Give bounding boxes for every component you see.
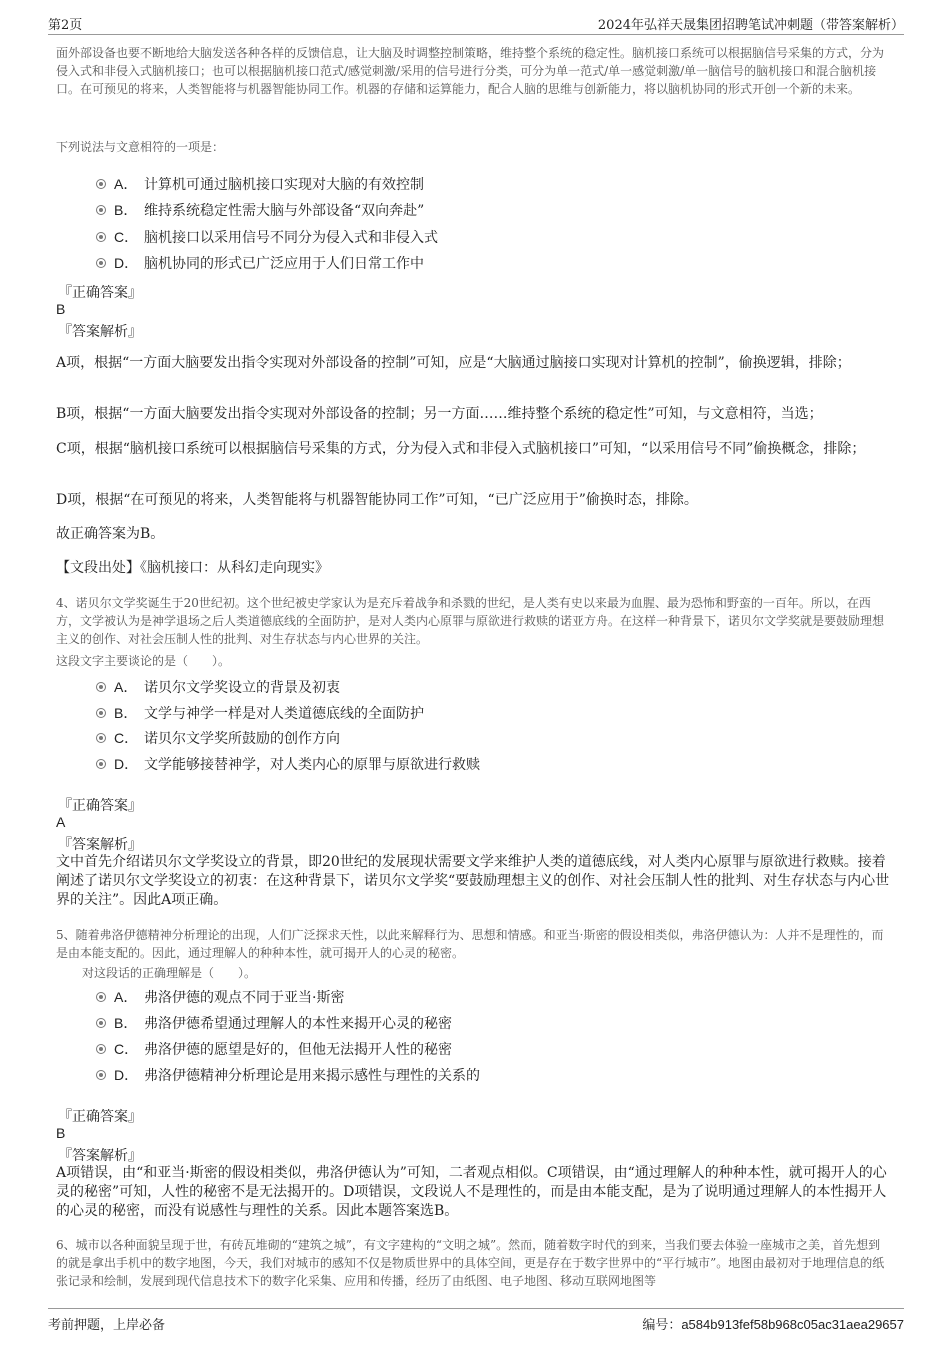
q5-analysis-label: 『答案解析』 (58, 1148, 142, 1164)
q3-source: 【文段出处】《脑机接口：从科幻走向现实》 (56, 560, 329, 576)
q3-analysis-c: C项，根据“脑机接口系统可以根据脑信号采集的方式，分为侵入式和非侵入式脑机接口”可知，“以采用信号不同”偷换概念，排除； (56, 441, 866, 457)
q4-prompt: 这段文字主要谈论的是（ ）。 (56, 654, 231, 668)
q4-answer: A (56, 814, 66, 830)
q5-analysis: A项错误，由“和亚当·斯密的假设相类似，弗洛伊德认为”可知，二者观点相似。C项错误，由“通过理解人的种种本性，就可揭开人的心灵的秘密”可知，人性的秘密不是无法揭开的。D项错误，文段说人不是理性的，而是由本能支配，是为了说明通过理解人的本性揭开人的心灵的秘密，而没有说感性与理性的关系。因此本题答案选B。 (56, 1165, 887, 1219)
radio-icon[interactable] (96, 992, 106, 1002)
q4-analysis: 文中首先介绍诺贝尔文学奖设立的背景，即20世纪的发展现状需要文学来维护人类的道德底线，对人类内心原罪与原欲进行救赎。接着阐述了诺贝尔文学奖设立的初衷：在这种背景下，诺贝尔文学奖“要鼓励理想主义的创作、对社会压制人性的批判、对生存状态与内心世界的关注”。因此A项正确。 (56, 854, 890, 908)
q3-answer-label: 『正确答案』 (58, 285, 142, 301)
q5-answer: B (56, 1125, 66, 1141)
document-code: 编号：a584b913fef58b968c05ac31aea29657 (642, 1317, 904, 1332)
radio-icon[interactable] (96, 205, 106, 215)
q3-prompt: 下列说法与文意相符的一项是： (56, 140, 225, 154)
radio-icon[interactable] (96, 232, 106, 242)
q3-analysis-b: B项，根据“一方面大脑要发出指令实现对外部设备的控制；另一方面……维持整个系统的稳定性”可知，与文意相符，当选； (56, 406, 823, 422)
q4-analysis-label: 『答案解析』 (58, 837, 142, 853)
radio-icon[interactable] (96, 258, 106, 268)
document-title: 2024年弘祥天晟集团招聘笔试冲刺题（带答案解析） (597, 18, 904, 33)
q3-analysis-label: 『答案解析』 (58, 324, 142, 340)
radio-icon[interactable] (96, 1044, 106, 1054)
page-number: 第2页 (48, 18, 83, 33)
radio-icon[interactable] (96, 733, 106, 743)
q3-analysis-d: D项，根据“在可预见的将来，人类智能将与机器智能协同工作”可知，“已广泛应用于”偷换时态，排除。 (56, 492, 698, 508)
q5-passage: 5、随着弗洛伊德精神分析理论的出现，人们广泛探求天性，以此来解释行为、思想和情感。和亚当·斯密的假设相类似，弗洛伊德认为：人并不是理性的，而是由本能支配的。因此，通过理解人的种种本性，就可揭开人的心灵的秘密。 (56, 928, 884, 960)
radio-icon[interactable] (96, 759, 106, 769)
q5-answer-label: 『正确答案』 (58, 1109, 142, 1125)
radio-icon[interactable] (96, 682, 106, 692)
page-footer (48, 1308, 904, 1333)
q3-analysis-a: A项，根据“一方面大脑要发出指令实现对外部设备的控制”可知，应是“大脑通过脑接口实现对计算机的控制”，偷换逻辑，排除； (56, 355, 851, 371)
q3-answer: B (56, 301, 66, 317)
page-header (48, 10, 904, 35)
q4-passage: 4、诺贝尔文学奖诞生于20世纪初。这个世纪被史学家认为是充斥着战争和杀戮的世纪，是人类有史以来最为血腥、最为恐怖和野蛮的一百年。所以，在西方，文学被认为是神学退场之后人类道德底线的全面防护，是对人类内心原罪与原欲进行救赎的诺亚方舟。在这样一种背景下，诺贝尔文学奖就是要鼓励理想主义的创作、对社会压制人性的批判、对生存状态与内心世界的关注。 (56, 596, 885, 646)
q6-passage: 6、城市以各种面貌呈现于世，有砖瓦堆砌的“建筑之城”，有文字建构的“文明之城”。然而，随着数字时代的到来，当我们要去体验一座城市之美，首先想到的就是拿出手机中的数字地图，今天，我们对城市的感知不仅是物质世界中的具体空间，更是存在于数字世界中的“平行城市”。地图由最初对于地理信息的纸张记录和绘制，发展到现代信息技术下的数字化采集、应用和传播，经历了由纸图、电子地图、移动互联网地图等 (56, 1238, 885, 1288)
q5-prompt: 对这段话的正确理解是（ ）。 (82, 966, 257, 980)
q4-answer-label: 『正确答案』 (58, 798, 142, 814)
q3-conclusion: 故正确答案为B。 (56, 526, 165, 542)
radio-icon[interactable] (96, 1018, 106, 1028)
radio-icon[interactable] (96, 179, 106, 189)
footer-slogan: 考前押题，上岸必备 (48, 1318, 166, 1333)
radio-icon[interactable] (96, 708, 106, 718)
q3-passage: 面外部设备也要不断地给大脑发送各种各样的反馈信息，让大脑及时调整控制策略，维持整个系统的稳定性。脑机接口系统可以根据脑信号采集的方式，分为侵入式和非侵入式脑机接口；也可以根据脑机接口范式/感觉刺激/采用的信号进行分类，可分为单一范式/单一感觉刺激/单一脑信号的脑机接口和混合脑机接口。在可预见的将来，人类智能将与机器智能协同工作。机器的存储和运算能力，配合人脑的思维与创新能力，将以脑机协同的形式开创一个新的未来。 (56, 46, 885, 96)
radio-icon[interactable] (96, 1070, 106, 1080)
